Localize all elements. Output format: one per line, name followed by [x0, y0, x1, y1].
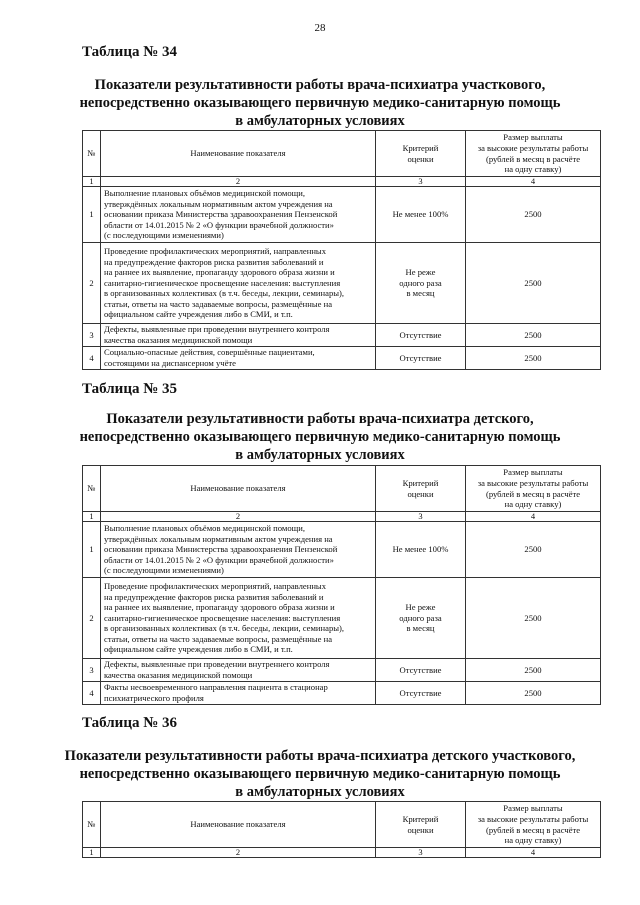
title-line: непосредственно оказывающего первичную медико-санитарную помощь	[79, 429, 561, 445]
text-line: Дефекты, выявленные при проведении внутреннего контроля	[104, 659, 330, 670]
text-line: качества оказания медицинской помощи	[104, 670, 253, 680]
table-row	[83, 682, 601, 705]
payment-amount: 2500	[466, 187, 601, 243]
header-text: на одну ставку)	[504, 499, 562, 510]
text-line: Не менее 100%	[392, 544, 449, 555]
text-line: в организованных коллективах (в т.ч. беседы, лекции, семинары),	[104, 288, 345, 299]
header-text: оценки	[407, 488, 434, 499]
indicator-name	[101, 659, 376, 682]
text-line: Проведение профилактических мероприятий, направленных	[104, 580, 326, 591]
indicators-table	[82, 801, 601, 858]
table-header-row	[83, 466, 601, 512]
table-row	[83, 347, 601, 370]
table-row	[83, 659, 601, 682]
table-title	[60, 747, 580, 801]
col-header-payment	[466, 131, 601, 177]
text-line: основании приказа Министерства здравоохранения Пензенской	[104, 209, 338, 220]
col-header-name: Наименование показателя	[101, 466, 376, 512]
criterion	[376, 659, 466, 682]
row-number: 3	[83, 659, 101, 682]
column-number: 4	[466, 512, 601, 522]
criterion	[376, 522, 466, 578]
text-line: качества оказания медицинской помощи	[104, 335, 253, 345]
payment-amount: 2500	[466, 243, 601, 324]
header-text: Размер выплаты	[503, 467, 563, 478]
col-header-criterion	[376, 466, 466, 512]
title-line: в амбулаторных условиях	[235, 784, 405, 800]
payment-amount: 2500	[466, 659, 601, 682]
title-line: Показатели результативности работы врача-психиатра детского,	[106, 411, 534, 427]
indicator-name	[101, 682, 376, 705]
indicator-name	[101, 187, 376, 243]
col-header-name: Наименование показателя	[101, 131, 376, 177]
table-label: Таблица № 36	[82, 715, 178, 731]
column-number: 3	[376, 177, 466, 187]
col-header-criterion	[376, 131, 466, 177]
text-line: в месяц	[406, 623, 435, 634]
header-text: на одну ставку)	[504, 164, 562, 175]
col-header-num: №	[83, 466, 101, 512]
header-text: Размер выплаты	[503, 803, 563, 814]
text-line: одного раза	[399, 277, 442, 288]
column-number: 1	[83, 177, 101, 187]
header-text: за высокие результаты работы	[477, 142, 589, 153]
criterion	[376, 324, 466, 347]
text-line: Выполнение плановых объёмов медицинской помощи,	[104, 523, 306, 534]
payment-amount: 2500	[466, 578, 601, 659]
row-number: 1	[83, 522, 101, 578]
text-line: на раннее их выявление, пропаганду здорового образа жизни и	[104, 602, 335, 613]
table-row	[83, 324, 601, 347]
column-number: 3	[376, 512, 466, 522]
col-header-num: №	[83, 802, 101, 848]
text-line: Проведение профилактических мероприятий, направленных	[104, 245, 326, 256]
header-text: Критерий	[402, 142, 439, 153]
page-number: 28	[314, 22, 326, 34]
indicator-name	[101, 243, 376, 324]
table-label: Таблица № 34	[82, 44, 178, 60]
text-line: (с последующими изменениями)	[104, 230, 224, 241]
col-header-payment	[466, 466, 601, 512]
text-line: области от 14.01.2015 № 2 «О функции врачебной должности»	[104, 554, 334, 565]
title-line: Показатели результативности работы врача-психиатра детского участкового,	[64, 748, 576, 764]
column-number-row	[83, 177, 601, 187]
indicator-name	[101, 324, 376, 347]
indicators-table	[82, 130, 601, 370]
indicator-name	[101, 347, 376, 370]
text-line: Не реже	[405, 602, 436, 613]
column-number: 2	[101, 512, 376, 522]
indicator-name	[101, 522, 376, 578]
text-line: Выполнение плановых объёмов медицинской помощи,	[104, 188, 306, 199]
payment-amount: 2500	[466, 682, 601, 705]
text-line: в месяц	[406, 288, 435, 299]
text-line: Отсутствие	[399, 352, 442, 363]
row-number: 4	[83, 682, 101, 705]
column-number: 2	[101, 177, 376, 187]
text-line: психиатрического профиля	[104, 693, 204, 703]
title-line: Показатели результативности работы врача-психиатра участкового,	[94, 77, 546, 93]
table-label: Таблица № 35	[82, 381, 178, 397]
col-header-criterion	[376, 802, 466, 848]
text-line: Отсутствие	[399, 664, 442, 675]
header-text: Размер выплаты	[503, 132, 563, 143]
table-row	[83, 187, 601, 243]
text-line: санитарно-гигиеническое просвещение населения: выступления	[104, 612, 341, 623]
text-line: на раннее их выявление, пропаганду здорового образа жизни и	[104, 267, 335, 278]
col-header-name: Наименование показателя	[101, 802, 376, 848]
table-row	[83, 522, 601, 578]
text-line: области от 14.01.2015 № 2 «О функции врачебной должности»	[104, 219, 334, 230]
title-line: непосредственно оказывающего первичную медико-санитарную помощь	[79, 95, 561, 111]
payment-amount: 2500	[466, 347, 601, 370]
text-line: статьи, ответы на часто задаваемые вопросы, размещённые на	[104, 298, 333, 309]
text-line: в организованных коллективах (в т.ч. беседы, лекции, семинары),	[104, 623, 345, 634]
header-text: оценки	[407, 824, 434, 835]
table-row	[83, 578, 601, 659]
text-line: одного раза	[399, 612, 442, 623]
header-text: оценки	[407, 153, 434, 164]
header-text: Критерий	[402, 477, 439, 488]
text-line: Факты несвоевременного направления пациента в стационар	[104, 682, 328, 693]
text-line: Отсутствие	[399, 687, 442, 698]
header-text: на одну ставку)	[504, 835, 562, 846]
text-line: Социально-опасные действия, совершённые пациентами,	[104, 347, 315, 358]
text-line: утверждённых локальным нормативным актом учреждения на	[104, 533, 333, 544]
text-line: утверждённых локальным нормативным актом учреждения на	[104, 198, 333, 209]
col-header-payment	[466, 802, 601, 848]
title-line: в амбулаторных условиях	[235, 113, 405, 129]
criterion	[376, 347, 466, 370]
text-line: Не менее 100%	[392, 209, 449, 220]
text-line: Не реже	[405, 267, 436, 278]
column-number: 3	[376, 848, 466, 858]
header-text: (рублей в месяц в расчёте	[485, 153, 581, 164]
row-number: 4	[83, 347, 101, 370]
payment-amount: 2500	[466, 324, 601, 347]
text-line: Отсутствие	[399, 329, 442, 340]
header-text: Критерий	[402, 813, 439, 824]
text-line: официальном сайте учреждения либо в СМИ, и т.п.	[104, 309, 293, 320]
row-number: 1	[83, 187, 101, 243]
criterion	[376, 243, 466, 324]
text-line: Дефекты, выявленные при проведении внутреннего контроля	[104, 324, 330, 335]
header-text: за высокие результаты работы	[477, 813, 589, 824]
text-line: на предупреждение факторов риска развития заболеваний и	[104, 591, 324, 602]
column-number-row	[83, 848, 601, 858]
criterion	[376, 682, 466, 705]
indicator-name	[101, 578, 376, 659]
title-line: в амбулаторных условиях	[235, 447, 405, 463]
row-number: 2	[83, 243, 101, 324]
header-text: за высокие результаты работы	[477, 477, 589, 488]
column-number: 1	[83, 848, 101, 858]
table-title	[60, 76, 580, 130]
indicators-table	[82, 465, 601, 705]
header-text: (рублей в месяц в расчёте	[485, 824, 581, 835]
text-line: состоящими на диспансерном учёте	[104, 358, 236, 368]
payment-amount: 2500	[466, 522, 601, 578]
row-number: 3	[83, 324, 101, 347]
table-title	[60, 410, 580, 464]
table-header-row	[83, 131, 601, 177]
row-number: 2	[83, 578, 101, 659]
text-line: официальном сайте учреждения либо в СМИ, и т.п.	[104, 644, 293, 655]
column-number: 4	[466, 848, 601, 858]
text-line: на предупреждение факторов риска развития заболеваний и	[104, 256, 324, 267]
column-number: 4	[466, 177, 601, 187]
criterion	[376, 187, 466, 243]
text-line: статьи, ответы на часто задаваемые вопросы, размещённые на	[104, 633, 333, 644]
title-line: непосредственно оказывающего первичную медико-санитарную помощь	[79, 766, 561, 782]
text-line: санитарно-гигиеническое просвещение населения: выступления	[104, 277, 341, 288]
table-row	[83, 243, 601, 324]
column-number: 1	[83, 512, 101, 522]
text-line: (с последующими изменениями)	[104, 565, 224, 576]
col-header-num: №	[83, 131, 101, 177]
header-text: (рублей в месяц в расчёте	[485, 488, 581, 499]
column-number: 2	[101, 848, 376, 858]
text-line: основании приказа Министерства здравоохранения Пензенской	[104, 544, 338, 555]
table-header-row	[83, 802, 601, 848]
criterion	[376, 578, 466, 659]
column-number-row	[83, 512, 601, 522]
